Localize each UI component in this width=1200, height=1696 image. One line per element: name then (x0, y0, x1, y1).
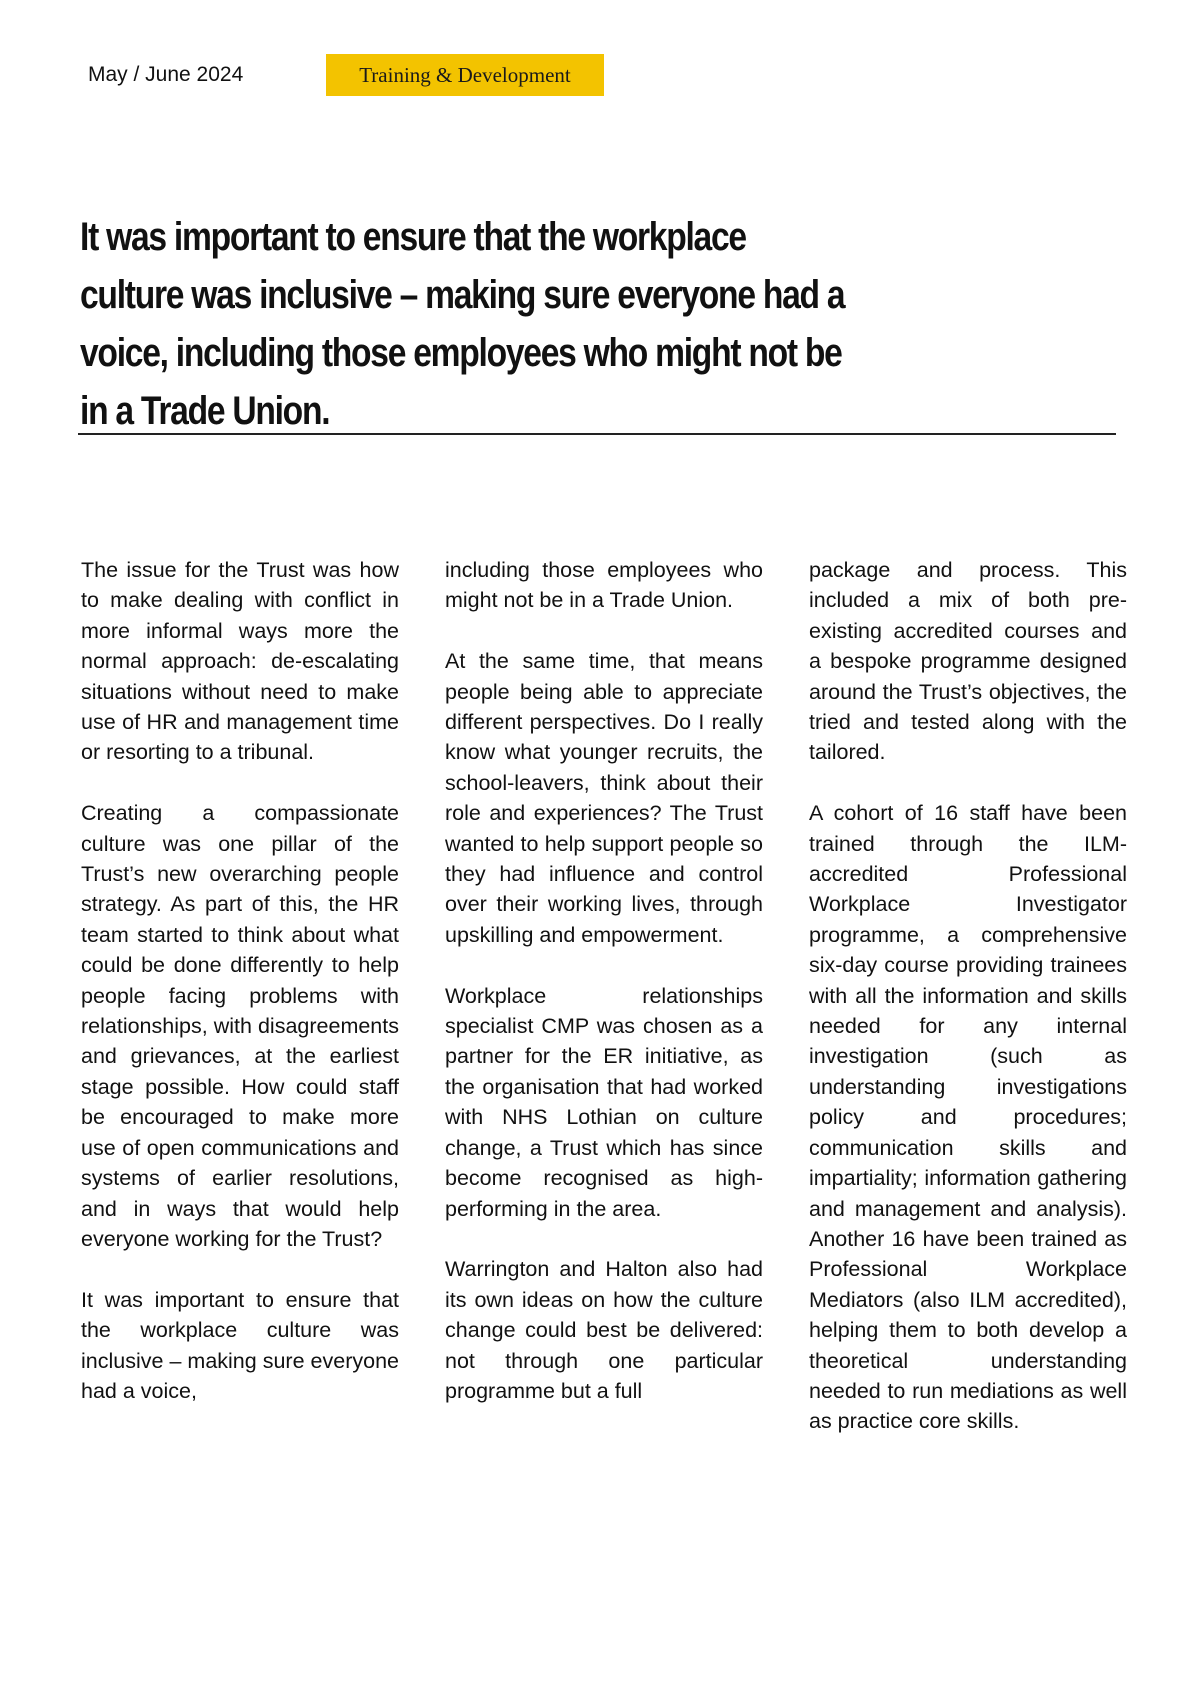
article-column-3 (809, 555, 1127, 1437)
paragraph: A cohort of 16 staff have been trained through the ILM-accredited Professional Workplace Investigator programme, a comprehensive six-day course providing trainees with all the information and skills needed for any internal investigation (such as understanding investigations policy and procedures; communication skills and impartiality; information gathering and management and analysis). Another 16 have been trained as Professional Workplace Mediators (also ILM accredited), helping them to both develop a theoretical understanding needed to run mediations as well as practice core skills. (809, 801, 1127, 1434)
article-column-2 (445, 555, 763, 1406)
paragraph: package and process. This included a mix of both pre-existing accredited courses and a bespoke programme designed around the Trust’s objectives, the tried and tested along with the tailored. (809, 558, 1127, 765)
paragraph: It was important to ensure that the workplace culture was inclusive – making sure everyone had a voice, (81, 1287, 399, 1403)
paragraph: including those employees who might not be in a Trade Union. (445, 558, 763, 613)
section-tag: Training & Development (326, 54, 604, 96)
divider (78, 433, 1116, 435)
paragraph: The issue for the Trust was how to make dealing with conflict in more informal ways more the normal approach: de-escalating situations without need to make use of HR and management time or resorting to a tribunal. (81, 558, 399, 765)
paragraph: At the same time, that means people being able to appreciate different perspectives. Do I really know what younger recruits, the school-leavers, think about their role and experiences? The Trust wanted to help support people so they had influence and control over their working lives, through upskilling and empowerment. (445, 649, 763, 947)
paragraph: Warrington and Halton also had its own ideas on how the culture change could best be delivered: not through one particular programme but a full (445, 1257, 763, 1403)
paragraph: Creating a compassionate culture was one pillar of the Trust’s new overarching people strategy. As part of this, the HR team started to think about what could be done differently to help people facing problems with relationships, with disagreements and grievances, at the earliest stage possible. How could staff be encouraged to make more use of open communications and systems of earlier resolutions, and in ways that would help everyone working for the Trust? (81, 801, 399, 1251)
article-column-1 (81, 555, 399, 1406)
pull-quote: It was important to ensure that the workplace culture was inclusive – making sure everyone had a voice, including those employees who might not be in a Trade Union. (80, 215, 845, 433)
issue-date: May / June 2024 (88, 63, 244, 86)
paragraph: Workplace relationships specialist CMP was chosen as a partner for the ER initiative, as the organisation that had worked with NHS Lothian on culture change, a Trust which has since become recognised as high-performing in the area. (445, 983, 763, 1221)
